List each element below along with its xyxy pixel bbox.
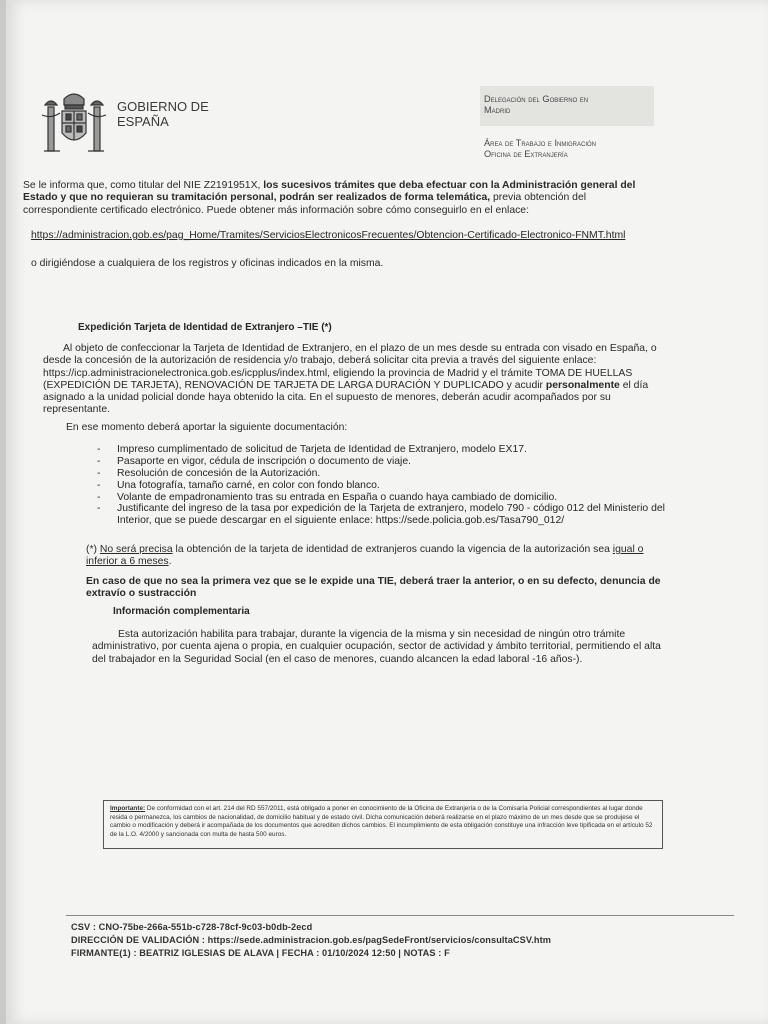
list-item-text: Resolución de concesión de la Autorización. <box>117 467 321 479</box>
note-underlined-2: igual o inferior a 6 meses <box>86 544 644 568</box>
list-item <box>91 480 671 492</box>
note-star: (*) <box>86 544 100 555</box>
government-name-line1: GOBIERNO DE <box>117 99 209 114</box>
intro-text-1: Se le informa que, como titular del NIE Z2191951X, <box>23 180 264 191</box>
info-paragraph: Esta autorización habilita para trabajar, durante la vigencia de la misma y sin necesidad de ningún otro trámite administrativo, por cuenta ajena o propia, en cualquier ocupación, sector de actividad y ámbito territorial, permitiendo el alta del trabajador en la Seguridad Social (en el caso de menores, cuando alcancen la edad laboral -16 años-). <box>92 629 661 665</box>
footer-signer: FIRMANTE(1) : BEATRIZ IGLESIAS DE ALAVA | FECHA : 01/10/2024 12:50 | NOTAS : F <box>71 948 450 958</box>
important-label: Importante: <box>110 805 146 812</box>
tie-bold-text: personalmente <box>545 379 620 391</box>
certificate-link[interactable]: https://administracion.gob.es/pag_Home/Tramites/ServiciosElectronicosFrecuentes/Obtencion-Certificado-Electronico-FNMT.html <box>31 230 626 241</box>
important-notice-box <box>103 800 663 849</box>
document-page <box>6 0 768 1024</box>
intro-bold-text: los sucesivos trámites que deba efectuar con la Administración general del Estado y que no requieran su tramitación personal, podrán ser realizados de forma telemática, <box>23 180 636 204</box>
list-item <box>91 444 671 456</box>
footer-divider <box>66 915 734 916</box>
note-end: . <box>168 556 172 568</box>
list-item-text: Pasaporte en vigor, cédula de inscripción o documento de viaje. <box>117 455 412 467</box>
note-underlined-1: No será precisa <box>99 544 173 555</box>
validity-note <box>86 544 671 569</box>
list-bullet: - <box>97 467 101 479</box>
documentation-intro: En ese momento deberá aportar la siguiente documentación: <box>66 422 348 433</box>
list-bullet: - <box>97 491 101 503</box>
renewal-note: En caso de que no sea la primera vez que se le expide una TIE, deberá traer la anterior, o en su defecto, denuncia de extravío o sustracción <box>86 576 661 600</box>
list-item <box>91 468 671 480</box>
government-name-line2: ESPAÑA <box>117 114 169 129</box>
list-item <box>91 456 671 468</box>
documents-list <box>91 444 671 527</box>
list-item-text: Impreso cumplimentado de solicitud de Tarjeta de Identidad de Extranjero, modelo EX17. <box>117 444 527 455</box>
area-office <box>484 138 596 160</box>
tie-text-1: Al objeto de confeccionar la Tarjeta de Identidad de Extranjero, en el plazo de un mes desde su entrada con visado en España, o desde la concesión de la autorización de residencia y/o trabajo, deberá solicitar cita previa a través del siguiente enlace: https://icp.administracionelectronica.gob.es/icpplus/index.html, eligiendo la provincia de Madrid y el trámite TOMA DE HUELLAS (EXPEDICIÓN DE TARJETA), RENOVACIÓN DE TARJETA DE LARGA DURACIÓN Y DUPLICADO y acudir <box>43 343 657 391</box>
footer-validation-url: DIRECCIÓN DE VALIDACIÓN : https://sede.administracion.gob.es/pagSedeFront/servicios/consultaCSV.htm <box>71 935 552 945</box>
registry-text: o dirigiéndose a cualquiera de los registros y oficinas indicados en la misma. <box>31 258 384 269</box>
note-text: la obtención de la tarjeta de identidad de extranjeros cuando la vigencia de la autorización sea <box>172 544 613 555</box>
intro-text-2: previa obtención del correspondiente certificado electrónico. Puede obtener más información sobre cómo conseguirlo en el enlace: <box>23 192 587 216</box>
footer-csv: CSV : CNO-75be-266a-551b-c728-78cf-9c03-b0db-2ecd <box>71 922 313 932</box>
coat-of-arms-icon <box>36 85 112 161</box>
area-line2: Oficina de Extranjería <box>484 149 568 159</box>
intro-paragraph <box>23 180 649 217</box>
list-item-text: Una fotografía, tamaño carné, en color con fondo blanco. <box>117 479 380 491</box>
delegation-line2: Madrid <box>484 105 511 115</box>
info-heading: Información complementaria <box>113 606 250 617</box>
delegation-line1: Delegación del Gobierno en <box>484 94 589 104</box>
tie-paragraph <box>43 343 665 417</box>
government-name <box>117 99 209 129</box>
list-bullet: - <box>97 455 101 467</box>
list-bullet: - <box>97 479 101 491</box>
list-bullet: - <box>97 503 101 515</box>
important-text: De conformidad con el art. 214 del RD 557/2011, está obligado a poner en conocimiento de la Oficina de Extranjería o de la Comisaría Policial correspondientes al lugar donde resida o permanezca, los cambios de nacionalidad, de domicilio habitual y de estado civil. Dicha comunicación deberá realizarse en el plazo máximo de un mes desde que se produjese el cambio o modificación y deberá ir acompañada de los documentos que acrediten dichos cambios. El incumplimiento de esta obligación constituye una infracción leve tipificada en el artículo 52 de la L.O. 4/2000 y sancionada con multa de hasta 500 euros. <box>110 805 653 838</box>
list-item-text: Justificante del ingreso de la tasa por expedición de la Tarjeta de extranjero, modelo 790 - código 012 del Ministerio del Interior, que se puede descargar en el siguiente enlace: https://sede.policia.gob.es/Tasa790_012/ <box>117 503 665 526</box>
list-bullet: - <box>97 444 101 455</box>
area-line1: Área de Trabajo e Inmigración <box>484 138 597 148</box>
delegation-box <box>480 86 654 126</box>
list-item-text: Volante de empadronamiento tras su entrada en España o cuando haya cambiado de domicilio. <box>117 491 558 503</box>
tie-heading: Expedición Tarjeta de Identidad de Extranjero –TIE (*) <box>78 322 332 333</box>
list-item <box>91 503 671 526</box>
list-item <box>91 492 671 504</box>
tie-text-2: el día asignado a la unidad policial donde haya obtenido la cita. En el supuesto de menores, deberán acudir acompañados por su representante. <box>43 379 649 416</box>
